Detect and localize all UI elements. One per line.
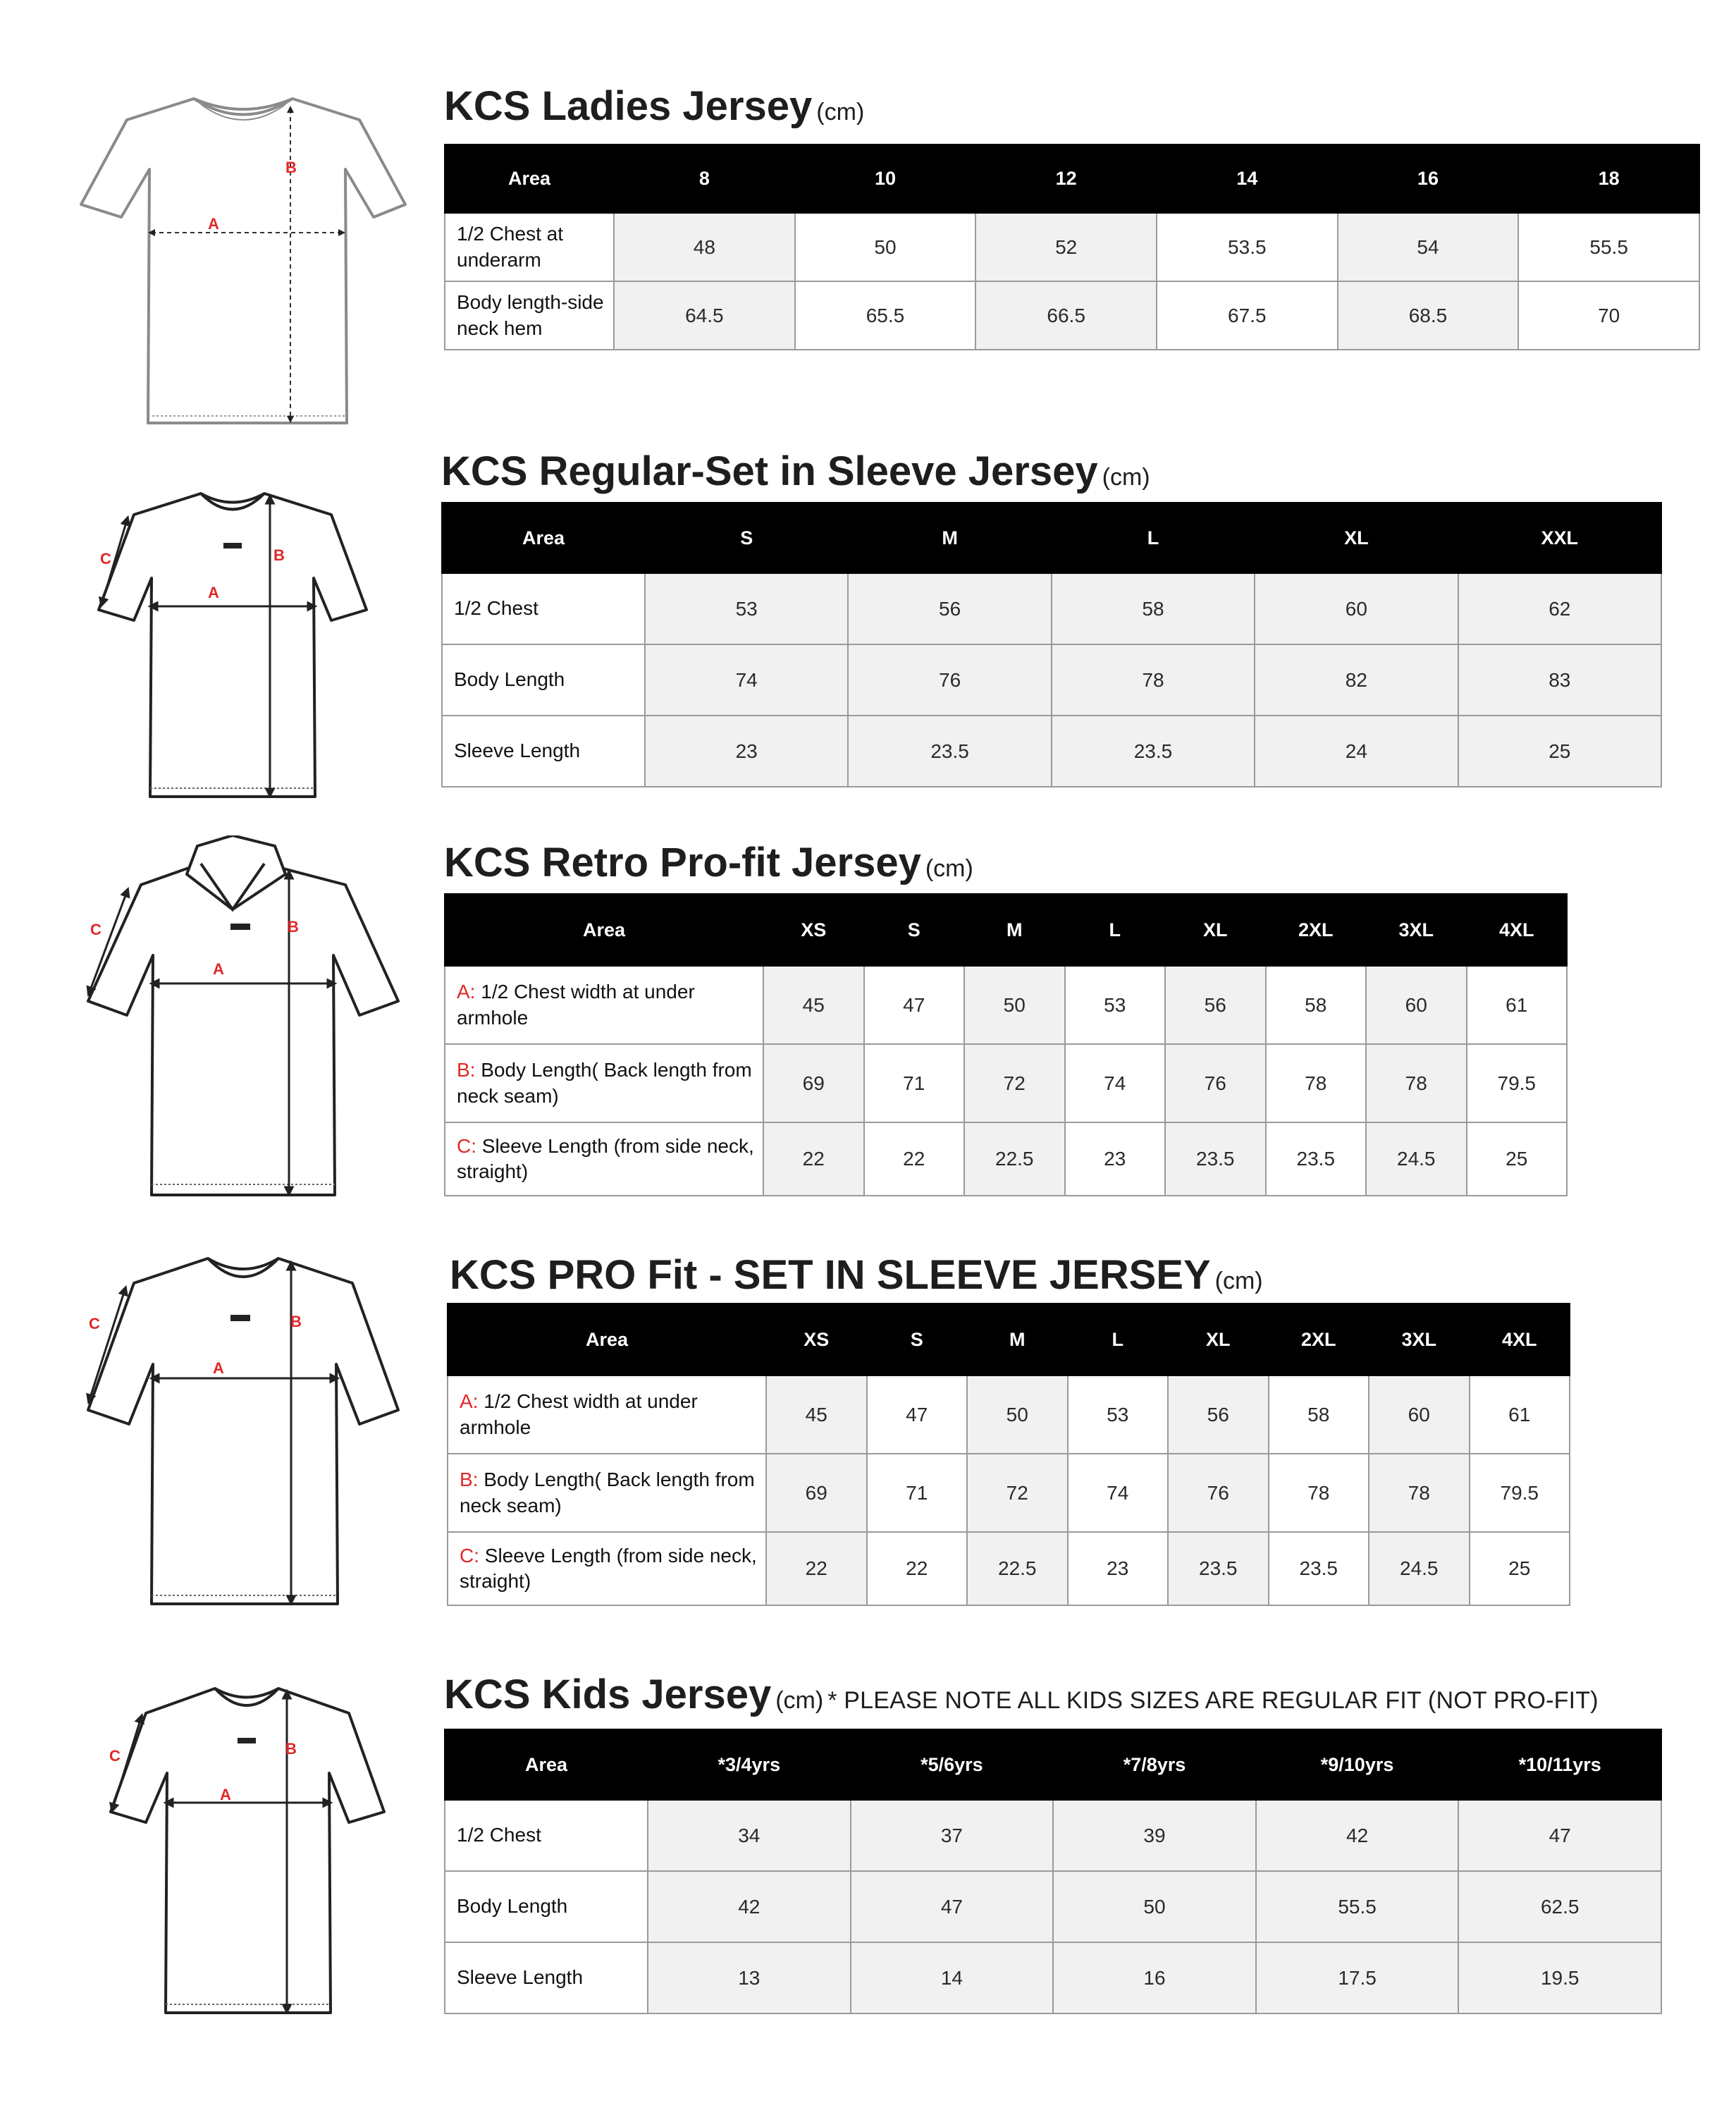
shirt-label-a-3: A bbox=[213, 960, 224, 978]
value-cell: 58 bbox=[1052, 573, 1255, 644]
value-cell: 58 bbox=[1266, 966, 1367, 1044]
value-cell: 14 bbox=[851, 1942, 1054, 2013]
value-cell: 61 bbox=[1467, 966, 1568, 1044]
area-cell bbox=[445, 1044, 763, 1122]
regular-section bbox=[441, 448, 1668, 762]
table-row bbox=[445, 1942, 1661, 2013]
area-cell: Body length-side neck hem bbox=[445, 281, 614, 350]
table-header-row bbox=[448, 1304, 1570, 1375]
value-cell: 78 bbox=[1369, 1454, 1470, 1532]
value-cell: 22 bbox=[766, 1532, 867, 1605]
table-row bbox=[442, 573, 1661, 644]
header-cell: XL bbox=[1165, 894, 1266, 966]
value-cell: 72 bbox=[967, 1454, 1068, 1532]
header-cell: L bbox=[1068, 1304, 1169, 1375]
ladies-title: KCS Ladies Jersey bbox=[444, 83, 813, 129]
value-cell: 24 bbox=[1255, 716, 1458, 787]
value-cell: 65.5 bbox=[795, 281, 976, 350]
header-cell: M bbox=[848, 503, 1051, 573]
area-cell: Body Length bbox=[445, 1871, 648, 1942]
regular-shirt-diagram bbox=[88, 486, 377, 804]
value-cell: 69 bbox=[766, 1454, 867, 1532]
value-cell: 25 bbox=[1458, 716, 1661, 787]
value-cell: 60 bbox=[1255, 573, 1458, 644]
area-cell: 1/2 Chest bbox=[445, 1800, 648, 1871]
retro-title-row bbox=[444, 842, 1572, 893]
value-cell: 42 bbox=[648, 1871, 851, 1942]
header-cell: 8 bbox=[614, 145, 795, 213]
table-row bbox=[445, 1871, 1661, 1942]
value-cell: 24.5 bbox=[1369, 1532, 1470, 1605]
value-cell: 47 bbox=[867, 1375, 968, 1454]
value-cell: 23.5 bbox=[1266, 1122, 1367, 1196]
header-cell: 10 bbox=[795, 145, 976, 213]
header-cell: 16 bbox=[1338, 145, 1519, 213]
header-cell: 2XL bbox=[1266, 894, 1367, 966]
value-cell: 67.5 bbox=[1157, 281, 1338, 350]
area-text: 1/2 Chest width at under armhole bbox=[460, 1390, 698, 1438]
area-cell bbox=[448, 1375, 766, 1454]
shirt-label-b-4: B bbox=[290, 1313, 302, 1330]
regular-title: KCS Regular-Set in Sleeve Jersey bbox=[441, 448, 1098, 494]
measure-letter: A: bbox=[460, 1390, 479, 1413]
value-cell: 34 bbox=[648, 1800, 851, 1871]
pro-shirt-diagram bbox=[81, 1251, 405, 1611]
value-cell: 37 bbox=[851, 1800, 1054, 1871]
area-text: Body Length( Back length from neck seam) bbox=[460, 1469, 755, 1516]
header-cell: Area bbox=[448, 1304, 766, 1375]
header-cell: *10/11yrs bbox=[1458, 1729, 1661, 1800]
value-cell: 78 bbox=[1366, 1044, 1467, 1122]
header-cell: M bbox=[964, 894, 1065, 966]
header-cell: *9/10yrs bbox=[1256, 1729, 1459, 1800]
value-cell: 60 bbox=[1369, 1375, 1470, 1454]
header-cell: XS bbox=[766, 1304, 867, 1375]
measure-letter: C: bbox=[457, 1134, 476, 1157]
ladies-size-table bbox=[444, 144, 1700, 350]
value-cell: 56 bbox=[1165, 966, 1266, 1044]
value-cell: 62.5 bbox=[1458, 1871, 1661, 1942]
ladies-section bbox=[444, 83, 1699, 339]
value-cell: 76 bbox=[1168, 1454, 1269, 1532]
value-cell: 39 bbox=[1053, 1800, 1256, 1871]
ladies-shirt-diagram bbox=[70, 92, 416, 430]
retro-shirt-diagram bbox=[81, 835, 405, 1202]
value-cell: 56 bbox=[848, 573, 1051, 644]
value-cell: 61 bbox=[1470, 1375, 1570, 1454]
value-cell: 17.5 bbox=[1256, 1942, 1459, 2013]
kids-title: KCS Kids Jersey bbox=[444, 1672, 772, 1717]
table-header-row bbox=[442, 503, 1661, 573]
area-cell bbox=[448, 1532, 766, 1605]
regular-size-table bbox=[441, 502, 1662, 787]
area-text: Sleeve Length (from side neck, straight) bbox=[460, 1544, 757, 1592]
header-cell: L bbox=[1052, 503, 1255, 573]
value-cell: 23.5 bbox=[1165, 1122, 1266, 1196]
measure-letter: C: bbox=[460, 1544, 479, 1567]
table-row bbox=[445, 281, 1699, 350]
value-cell: 71 bbox=[864, 1044, 965, 1122]
header-cell: *3/4yrs bbox=[648, 1729, 851, 1800]
value-cell: 45 bbox=[766, 1375, 867, 1454]
value-cell: 79.5 bbox=[1470, 1454, 1570, 1532]
retro-title: KCS Retro Pro-fit Jersey bbox=[444, 840, 921, 885]
value-cell: 47 bbox=[864, 966, 965, 1044]
area-text: Body Length( Back length from neck seam) bbox=[457, 1059, 752, 1107]
header-cell: Area bbox=[445, 1729, 648, 1800]
value-cell: 25 bbox=[1470, 1532, 1570, 1605]
pro-size-table bbox=[447, 1303, 1570, 1606]
value-cell: 64.5 bbox=[614, 281, 795, 350]
value-cell: 78 bbox=[1266, 1044, 1367, 1122]
pro-section bbox=[450, 1252, 1577, 1592]
value-cell: 76 bbox=[848, 644, 1051, 716]
shirt-label-b-5: B bbox=[285, 1740, 297, 1758]
value-cell: 78 bbox=[1052, 644, 1255, 716]
value-cell: 19.5 bbox=[1458, 1942, 1661, 2013]
header-cell: XXL bbox=[1458, 503, 1661, 573]
area-cell: Sleeve Length bbox=[442, 716, 645, 787]
header-cell: 18 bbox=[1518, 145, 1699, 213]
value-cell: 83 bbox=[1458, 644, 1661, 716]
area-cell bbox=[448, 1454, 766, 1532]
header-cell: XL bbox=[1255, 503, 1458, 573]
value-cell: 50 bbox=[795, 213, 976, 281]
header-cell: S bbox=[864, 894, 965, 966]
shirt-label-b: B bbox=[285, 159, 297, 176]
area-text: 1/2 Chest width at under armhole bbox=[457, 981, 695, 1029]
kids-title-row bbox=[444, 1674, 1699, 1725]
area-cell: Body Length bbox=[442, 644, 645, 716]
shirt-label-a-2: A bbox=[208, 584, 219, 601]
header-cell: 2XL bbox=[1269, 1304, 1369, 1375]
value-cell: 55.5 bbox=[1518, 213, 1699, 281]
value-cell: 16 bbox=[1053, 1942, 1256, 2013]
value-cell: 78 bbox=[1269, 1454, 1369, 1532]
area-cell: Sleeve Length bbox=[445, 1942, 648, 2013]
table-row bbox=[448, 1454, 1570, 1532]
table-row bbox=[445, 1800, 1661, 1871]
value-cell: 54 bbox=[1338, 213, 1519, 281]
table-row bbox=[445, 1122, 1567, 1196]
value-cell: 68.5 bbox=[1338, 281, 1519, 350]
table-header-row bbox=[445, 1729, 1661, 1800]
header-cell: 3XL bbox=[1369, 1304, 1470, 1375]
header-cell: 4XL bbox=[1470, 1304, 1570, 1375]
retro-unit: (cm) bbox=[925, 855, 973, 882]
shirt-label-c-3: C bbox=[90, 921, 101, 938]
value-cell: 53 bbox=[645, 573, 848, 644]
header-cell: Area bbox=[445, 145, 614, 213]
value-cell: 53 bbox=[1068, 1375, 1169, 1454]
measure-letter: A: bbox=[457, 981, 476, 1003]
value-cell: 50 bbox=[964, 966, 1065, 1044]
value-cell: 23 bbox=[1068, 1532, 1169, 1605]
value-cell: 48 bbox=[614, 213, 795, 281]
regular-unit: (cm) bbox=[1102, 464, 1150, 491]
kids-unit: (cm) bbox=[775, 1687, 824, 1714]
pro-unit: (cm) bbox=[1214, 1268, 1263, 1294]
table-row bbox=[448, 1532, 1570, 1605]
header-cell: Area bbox=[445, 894, 763, 966]
area-cell bbox=[445, 966, 763, 1044]
value-cell: 53.5 bbox=[1157, 213, 1338, 281]
shirt-label-a: A bbox=[208, 215, 219, 233]
shirt-label-b-3: B bbox=[288, 918, 299, 936]
table-row bbox=[445, 1044, 1567, 1122]
value-cell: 23.5 bbox=[1168, 1532, 1269, 1605]
header-cell: Area bbox=[442, 503, 645, 573]
header-cell: XL bbox=[1168, 1304, 1269, 1375]
table-header-row bbox=[445, 145, 1699, 213]
value-cell: 13 bbox=[648, 1942, 851, 2013]
header-cell: S bbox=[645, 503, 848, 573]
header-cell: XS bbox=[763, 894, 864, 966]
value-cell: 82 bbox=[1255, 644, 1458, 716]
value-cell: 47 bbox=[1458, 1800, 1661, 1871]
shirt-label-b-2: B bbox=[273, 546, 285, 564]
value-cell: 72 bbox=[964, 1044, 1065, 1122]
value-cell: 74 bbox=[645, 644, 848, 716]
value-cell: 22.5 bbox=[964, 1122, 1065, 1196]
value-cell: 24.5 bbox=[1366, 1122, 1467, 1196]
pro-title: KCS PRO Fit - SET IN SLEEVE JERSEY bbox=[450, 1252, 1211, 1298]
value-cell: 66.5 bbox=[975, 281, 1157, 350]
header-cell: M bbox=[967, 1304, 1068, 1375]
header-cell: 12 bbox=[975, 145, 1157, 213]
value-cell: 74 bbox=[1065, 1044, 1166, 1122]
value-cell: 22 bbox=[864, 1122, 965, 1196]
value-cell: 74 bbox=[1068, 1454, 1169, 1532]
table-row bbox=[445, 966, 1567, 1044]
value-cell: 69 bbox=[763, 1044, 864, 1122]
value-cell: 45 bbox=[763, 966, 864, 1044]
value-cell: 22.5 bbox=[967, 1532, 1068, 1605]
header-cell: *5/6yrs bbox=[851, 1729, 1054, 1800]
value-cell: 76 bbox=[1165, 1044, 1266, 1122]
value-cell: 22 bbox=[867, 1532, 968, 1605]
value-cell: 52 bbox=[975, 213, 1157, 281]
area-cell: 1/2 Chest at underarm bbox=[445, 213, 614, 281]
value-cell: 23 bbox=[645, 716, 848, 787]
value-cell: 42 bbox=[1256, 1800, 1459, 1871]
kids-size-table bbox=[444, 1729, 1662, 2014]
table-row bbox=[442, 716, 1661, 787]
ladies-title-row bbox=[444, 83, 1699, 137]
table-header-row bbox=[445, 894, 1567, 966]
value-cell: 79.5 bbox=[1467, 1044, 1568, 1122]
measure-letter: B: bbox=[457, 1059, 476, 1081]
value-cell: 70 bbox=[1518, 281, 1699, 350]
value-cell: 23.5 bbox=[1269, 1532, 1369, 1605]
value-cell: 60 bbox=[1366, 966, 1467, 1044]
retro-section bbox=[444, 840, 1572, 1182]
shirt-label-c-2: C bbox=[100, 550, 111, 568]
area-cell: 1/2 Chest bbox=[442, 573, 645, 644]
ladies-unit: (cm) bbox=[816, 99, 865, 125]
value-cell: 62 bbox=[1458, 573, 1661, 644]
kids-section bbox=[444, 1672, 1699, 1989]
value-cell: 53 bbox=[1065, 966, 1166, 1044]
header-cell: *7/8yrs bbox=[1053, 1729, 1256, 1800]
value-cell: 58 bbox=[1269, 1375, 1369, 1454]
header-cell: L bbox=[1065, 894, 1166, 966]
value-cell: 25 bbox=[1467, 1122, 1568, 1196]
kids-shirt-diagram bbox=[102, 1681, 391, 2020]
header-cell: S bbox=[867, 1304, 968, 1375]
header-cell: 4XL bbox=[1467, 894, 1568, 966]
shirt-label-a-4: A bbox=[213, 1359, 224, 1377]
value-cell: 56 bbox=[1168, 1375, 1269, 1454]
header-cell: 3XL bbox=[1366, 894, 1467, 966]
area-text: Sleeve Length (from side neck, straight) bbox=[457, 1134, 754, 1182]
shirt-label-c-4: C bbox=[89, 1315, 100, 1332]
retro-size-table bbox=[444, 893, 1568, 1196]
value-cell: 50 bbox=[967, 1375, 1068, 1454]
table-row bbox=[445, 213, 1699, 281]
value-cell: 71 bbox=[867, 1454, 968, 1532]
measure-letter: B: bbox=[460, 1469, 479, 1491]
regular-title-row bbox=[441, 448, 1668, 502]
kids-fit-note: * PLEASE NOTE ALL KIDS SIZES ARE REGULAR FIT (NOT PRO-FIT) bbox=[827, 1687, 1599, 1714]
value-cell: 23.5 bbox=[848, 716, 1051, 787]
value-cell: 23 bbox=[1065, 1122, 1166, 1196]
area-cell bbox=[445, 1122, 763, 1196]
value-cell: 47 bbox=[851, 1871, 1054, 1942]
value-cell: 23.5 bbox=[1052, 716, 1255, 787]
pro-title-row bbox=[450, 1252, 1577, 1306]
shirt-label-a-5: A bbox=[220, 1786, 231, 1803]
table-row bbox=[442, 644, 1661, 716]
value-cell: 22 bbox=[763, 1122, 864, 1196]
value-cell: 55.5 bbox=[1256, 1871, 1459, 1942]
value-cell: 50 bbox=[1053, 1871, 1256, 1942]
shirt-label-c-5: C bbox=[109, 1747, 121, 1765]
header-cell: 14 bbox=[1157, 145, 1338, 213]
table-row bbox=[448, 1375, 1570, 1454]
